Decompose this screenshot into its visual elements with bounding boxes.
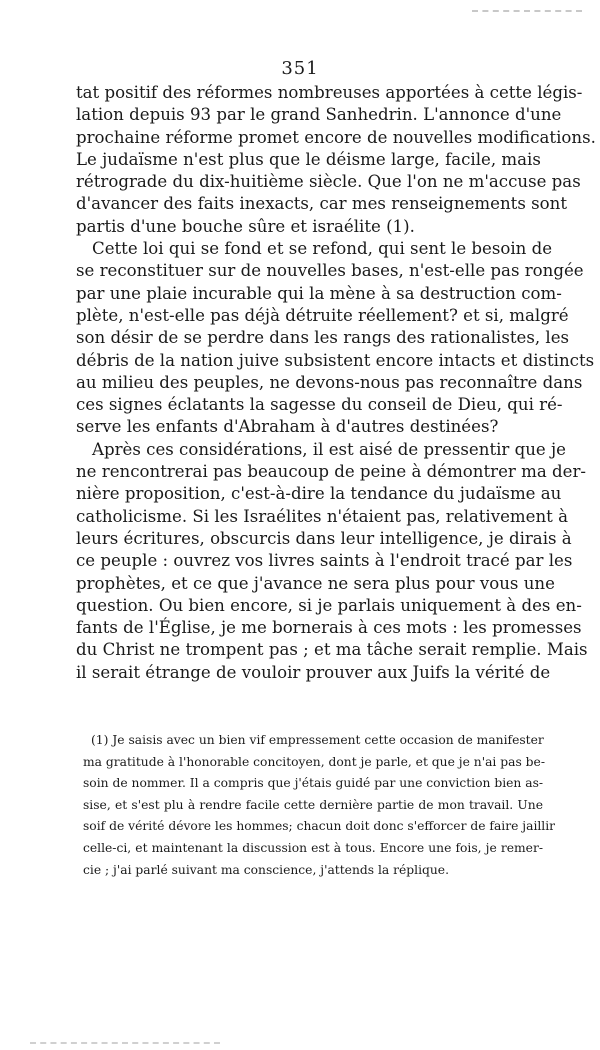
footnote-line: soin de nommer. Il a compris que j'étais guidé par une conviction bien as- (83, 776, 544, 791)
footnote-line: (1) Je saisis avec un bien vif empressement cette occasion de manifester (91, 733, 544, 747)
text-line: serve les enfants d'Abraham à d'autres destinées? (76, 417, 499, 437)
text-line: rétrograde du dix-huitième siècle. Que l'on ne m'accuse pas (76, 172, 581, 192)
text-line: Le judaïsme n'est plus que le déisme large, facile, mais (76, 149, 541, 169)
text-line: au milieu des peuples, ne devons-nous pas reconnaître dans (76, 372, 583, 392)
page-number: 351 (281, 58, 319, 79)
text-line: lation depuis 93 par le grand Sanhedrin. L'annonce d'une (76, 105, 562, 125)
text-line: par une plaie incurable qui la mène à sa destruction com- (76, 283, 562, 303)
footnote-block (83, 730, 556, 881)
text-line: débris de la nation juive subsistent encore intacts et distincts (76, 350, 595, 370)
text-line: ne rencontrerai pas beaucoup de peine à démontrer ma der- (76, 462, 586, 482)
text-line: nière proposition, c'est-à-dire la tendance du judaïsme au (76, 484, 562, 504)
text-line: partis d'une bouche sûre et israélite (1). (76, 216, 415, 236)
footnote-line: sise, et s'est plu à rendre facile cette dernière partie de mon travail. Une (83, 797, 543, 812)
text-line: son désir de se perdre dans les rangs des rationalistes, les (76, 328, 570, 348)
footnote-line: cie ; j'ai parlé suivant ma conscience, j'attends la réplique. (83, 862, 449, 877)
text-line: ce peuple : ouvrez vos livres saints à l'endroit tracé par les (76, 551, 573, 571)
text-line: catholicisme. Si les Israélites n'étaient pas, relativement à (76, 506, 569, 526)
footnote-line: ma gratitude à l'honorable concitoyen, dont je parle, et que je n'ai pas be- (83, 754, 545, 769)
text-line: Cette loi qui se fond et se refond, qui sent le besoin de (92, 239, 553, 259)
text-line: fants de l'Église, je me bornerais à ces mots : les promesses (76, 618, 582, 638)
text-line: Après ces considérations, il est aisé de pressentir que je (92, 439, 566, 459)
text-line: se reconstituer sur de nouvelles bases, n'est-elle pas rongée (76, 261, 584, 281)
text-line: tat positif des réformes nombreuses apportées à cette légis- (76, 83, 583, 102)
text-line: il serait étrange de vouloir prouver aux Juifs la vérité de (76, 662, 551, 682)
footnote-line: celle-ci, et maintenant la discussion est à tous. Encore une fois, je remer- (83, 840, 543, 855)
scan-artifact-top (472, 10, 582, 14)
text-line: du Christ ne trompent pas ; et ma tâche serait remplie. Mais (76, 640, 588, 660)
text-line: ces signes éclatants la sagesse du conseil de Dieu, qui ré- (76, 395, 563, 415)
text-line: d'avancer des faits inexacts, car mes renseignements sont (76, 194, 567, 214)
text-line: prophètes, et ce que j'avance ne sera plus pour vous une (76, 573, 555, 593)
footnote-line: soif de vérité dévore les hommes; chacun doit donc s'efforcer de faire jaillir (83, 819, 556, 834)
text-line: prochaine réforme promet encore de nouvelles modifications. (76, 127, 596, 147)
scan-artifact-bottom (30, 1042, 220, 1046)
text-line: leurs écritures, obscurcis dans leur intelligence, je dirais à (76, 528, 572, 548)
text-line: plète, n'est-elle pas déjà détruite réellement? et si, malgré (76, 305, 569, 325)
main-text-block (76, 82, 596, 684)
text-line: question. Ou bien encore, si je parlais uniquement à des en- (76, 595, 582, 615)
